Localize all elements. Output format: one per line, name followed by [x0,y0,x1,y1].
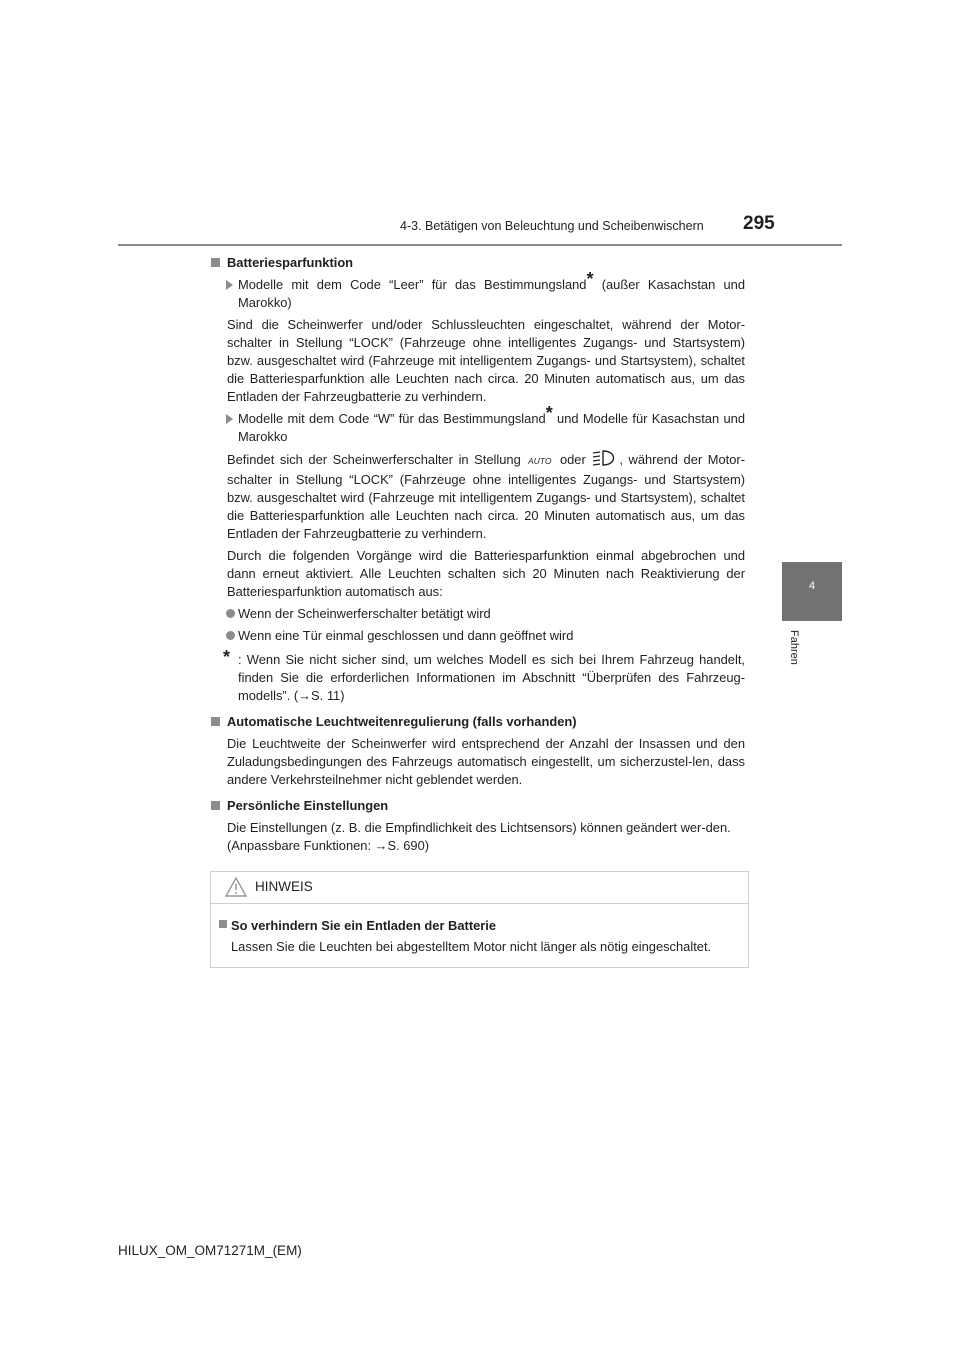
heading-text: Persönliche Einstellungen [227,798,389,813]
paragraph-text: , während der Motor-schalter in Stellung “LOCK” (Fahrzeuge ohne intelligentes Zugangs- und Startsystem) bzw. ausgeschaltet wird (Fahrzeuge mit intelligentem Zugangs- und Startsystem), schaltet die Batteriesparfunktion alle Leuchten nach circa. 20 Minuten automatisch aus, um das Entladen der Fahrzeugbatterie zu verhindern. [227,452,746,541]
page-content [211,254,745,859]
circle-bullet-icon [226,609,235,618]
section-heading-leveling [211,713,745,731]
footnote-star: * [586,269,594,289]
notice-box [210,871,749,968]
chapter-tab[interactable] [782,562,842,621]
paragraph: Die Einstellungen (z. B. die Empfindlichkeit des Lichtsensors) können geändert wer-den. [227,820,731,835]
notice-body [211,904,748,956]
triangle-bullet-icon [226,414,233,424]
notice-text: Lassen Sie die Leuchten bei abgestelltem Motor nicht länger als nötig eingeschaltet. [231,939,712,954]
headlight-icon [591,450,619,471]
chapter-number: 4 [808,580,816,592]
section-heading-battery [211,254,745,272]
notice-title: HINWEIS [255,879,313,894]
model-condition-text: (außer Kasachstan und Marokko) [238,277,745,310]
square-bullet-icon [211,717,220,726]
heading-text: So verhindern Sie ein Entladen der Batterie [231,918,497,933]
footnote-star: * [545,403,553,423]
square-bullet-icon [219,920,227,928]
heading-text: Batteriesparfunktion [227,255,354,270]
paragraph [211,450,745,543]
square-bullet-icon [211,258,220,267]
footnote [211,647,745,705]
model-condition-text: Modelle mit dem Code “W” für das Bestimmungsland [238,411,546,426]
list-item [211,627,745,645]
list-item-text: Wenn eine Tür einmal geschlossen und dann geöffnet wird [238,628,574,643]
chapter-label: Fahren [788,630,800,665]
circle-bullet-icon [226,631,235,640]
page-number: 295 [743,213,775,234]
notice-header [211,872,748,904]
paragraph: Die Leuchtweite der Scheinwerfer wird entsprechend der Anzahl der Insassen und den Zuladungsbedingungen des Fahrzeugs automatisch eingestellt, um sicherzustel-len, dass andere Verkehrsteilnehmer nicht geblendet werden. [227,736,745,787]
document-code: HILUX_OM_OM71271M_(EM) [118,1243,302,1258]
model-condition-text: Modelle mit dem Code “Leer” für das Bestimmungsland [238,277,587,292]
auto-headlight-icon [526,453,554,471]
footnote-star: * [223,647,231,667]
notice-heading [219,916,740,935]
square-bullet-icon [211,801,220,810]
paragraph-text: Befindet sich der Scheinwerferschalter in Stellung [227,452,527,467]
paragraph: Sind die Scheinwerfer und/oder Schlussleuchten eingeschaltet, während der Motor-schalter in Stellung “LOCK” (Fahrzeuge ohne intelligentes Zugangs- und Startsystem) bzw. ausgeschaltet wird (Fahrzeuge mit intelligentem Zugangs- und Startsystem), schaltet die Batteriesparfunktion alle Leuchten nach circa. 20 Minuten automatisch aus, um das Entladen der Fahrzeugbatterie zu verhindern. [227,317,745,404]
section-title: 4-3. Betätigen von Beleuchtung und Scheibenwischern [400,219,704,233]
list-item [211,605,745,623]
triangle-bullet-icon [226,280,233,290]
paragraph-text: oder [554,452,592,467]
model-condition-2 [211,403,745,446]
model-condition-text: und Modelle für Kasachstan und Marokko [238,411,745,444]
footnote-text[interactable]: : Wenn Sie nicht sicher sind, um welches Modell es sich bei Ihrem Fahrzeug handelt, finden Sie die erforderlichen Informationen im Abschnitt “Überprüfen des Fahrzeug-modells”. (→S. 11) [238,652,745,703]
cross-reference[interactable]: (Anpassbare Funktionen: →S. 690) [227,838,430,853]
warning-icon [225,877,247,902]
list-item-text: Wenn der Scheinwerferschalter betätigt wird [238,606,491,621]
auto-icon-text: AUTO [528,456,552,466]
paragraph: Durch die folgenden Vorgänge wird die Batteriesparfunktion einmal abgebrochen und dann erneut aktiviert. Alle Leuchten schalten sich 20 Minuten nach Reaktivierung der Batteriesparfunktion automatisch aus: [227,548,745,599]
header-divider [118,244,842,246]
heading-text: Automatische Leuchtweitenregulierung (falls vorhanden) [227,714,577,729]
model-condition-1 [211,269,745,312]
section-heading-personal [211,797,745,815]
